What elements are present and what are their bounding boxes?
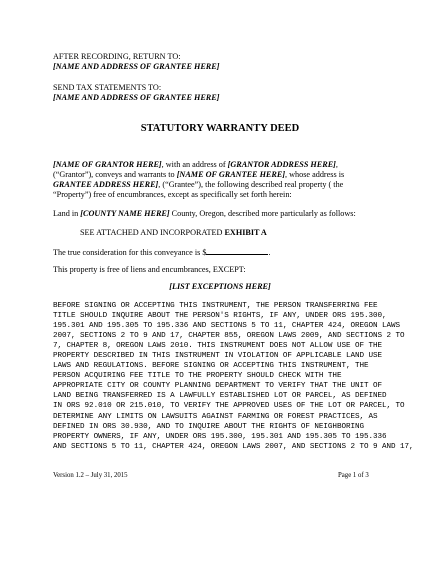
grantee-address: GRANTEE ADDRESS HERE] (53, 180, 159, 189)
page-number: Page 1 of 3 (338, 472, 369, 479)
page-title: STATUTORY WARRANTY DEED (140, 123, 300, 134)
consideration-end: . (268, 248, 271, 257)
notice-line: DEFINED IN ORS 30.930, AND TO INQUIRE ABOUT THE RIGHTS OF NEIGHBORING (53, 422, 364, 431)
return-to-label: AFTER RECORDING, RETURN TO: (53, 52, 181, 61)
grantor-address: [GRANTOR ADDRESS HERE] (227, 160, 336, 169)
parties-line-3 (53, 180, 343, 190)
liens-line: This property is free of liens and encumbrances, EXCEPT: (53, 265, 246, 274)
notice-line: AND SECTIONS 5 TO 11, CHAPTER 424, OREGON LAWS 2007, AND SECTIONS 2 TO 9 AND 17, (53, 442, 414, 451)
parties-text: , (335, 160, 338, 169)
county-name: [COUNTY NAME HERE] (80, 209, 170, 218)
exhibit-label: EXHIBIT A (224, 228, 267, 237)
consideration-line (53, 247, 271, 258)
tax-statements-label: SEND TAX STATEMENTS TO: (53, 83, 162, 92)
tax-statements-value: [NAME AND ADDRESS OF GRANTEE HERE] (53, 93, 220, 102)
consideration-blank (206, 247, 271, 257)
parties-text: , with an address of (161, 160, 228, 169)
parties-text: , whose address is (285, 170, 345, 179)
notice-line: LAWS AND REGULATIONS. BEFORE SIGNING OR ACCEPTING THIS INSTRUMENT, THE (53, 362, 369, 371)
notice-line: PROPERTY OWNERS, IF ANY, UNDER ORS 195.300, 195.301 AND 195.305 TO 195.336 (53, 432, 387, 441)
return-to-value: [NAME AND ADDRESS OF GRANTEE HERE] (53, 62, 220, 71)
parties-text: (“Grantor”), conveys and warrants to (53, 170, 177, 179)
notice-line: 2007, SECTIONS 2 TO 9 AND 17, CHAPTER 855, OREGON LAWS 2009, AND SECTIONS 2 TO (53, 332, 405, 341)
notice-block (53, 301, 414, 452)
notice-line: 195.301 AND 195.305 TO 195.336 AND SECTIONS 5 TO 11, CHAPTER 424, OREGON LAWS (53, 322, 401, 331)
notice-line: PERSON ACQUIRING FEE TITLE TO THE PROPERTY SHOULD CHECK WITH THE (53, 372, 342, 381)
attached-text: SEE ATTACHED AND INCORPORATED (80, 228, 225, 237)
parties-line-1 (53, 160, 338, 170)
parties-text: , (“Grantee”), the following described real property ( the (158, 180, 344, 189)
exceptions-placeholder: [LIST EXCEPTIONS HERE] (169, 282, 271, 291)
notice-line: IN ORS 92.010 OR 215.010, TO VERIFY THE APPROVED USES OF THE LOT OR PARCEL, TO (53, 402, 405, 411)
land-line (53, 209, 356, 219)
notice-line: APPROPRIATE CITY OR COUNTY PLANNING DEPARTMENT TO VERIFY THAT THE UNIT OF (53, 382, 383, 391)
consideration-text: The true consideration for this conveyance is $ (53, 248, 207, 257)
grantee-name: [NAME OF GRANTEE HERE] (176, 170, 286, 179)
attached-line (80, 228, 267, 238)
notice-line: PROPERTY DESCRIBED IN THIS INSTRUMENT IN VIOLATION OF APPLICABLE LAND USE (53, 352, 383, 361)
notice-line: LAND BEING TRANSFERRED IS A LAWFULLY ESTABLISHED LOT OR PARCEL, AS DEFINED (53, 392, 387, 401)
parties-line-2 (53, 170, 344, 180)
version-footer: Version 1.2 – July 31, 2015 (53, 472, 128, 479)
parties-line-4: “Property”) free of encumbrances, except as specifically set forth herein: (53, 190, 292, 199)
grantor-name: [NAME OF GRANTOR HERE] (53, 160, 162, 169)
notice-line: DETERMINE ANY LIMITS ON LAWSUITS AGAINST FARMING OR FOREST PRACTICES, AS (53, 412, 378, 421)
land-prefix: Land in (53, 209, 81, 218)
notice-line: TITLE SHOULD INQUIRE ABOUT THE PERSON'S RIGHTS, IF ANY, UNDER ORS 195.300, (53, 312, 387, 321)
notice-line: 7, CHAPTER 8, OREGON LAWS 2010. THIS INSTRUMENT DOES NOT ALLOW USE OF THE (53, 342, 383, 351)
land-suffix: County, Oregon, described more particularly as follows: (169, 209, 356, 218)
notice-line: BEFORE SIGNING OR ACCEPTING THIS INSTRUMENT, THE PERSON TRANSFERRING FEE (53, 302, 378, 310)
